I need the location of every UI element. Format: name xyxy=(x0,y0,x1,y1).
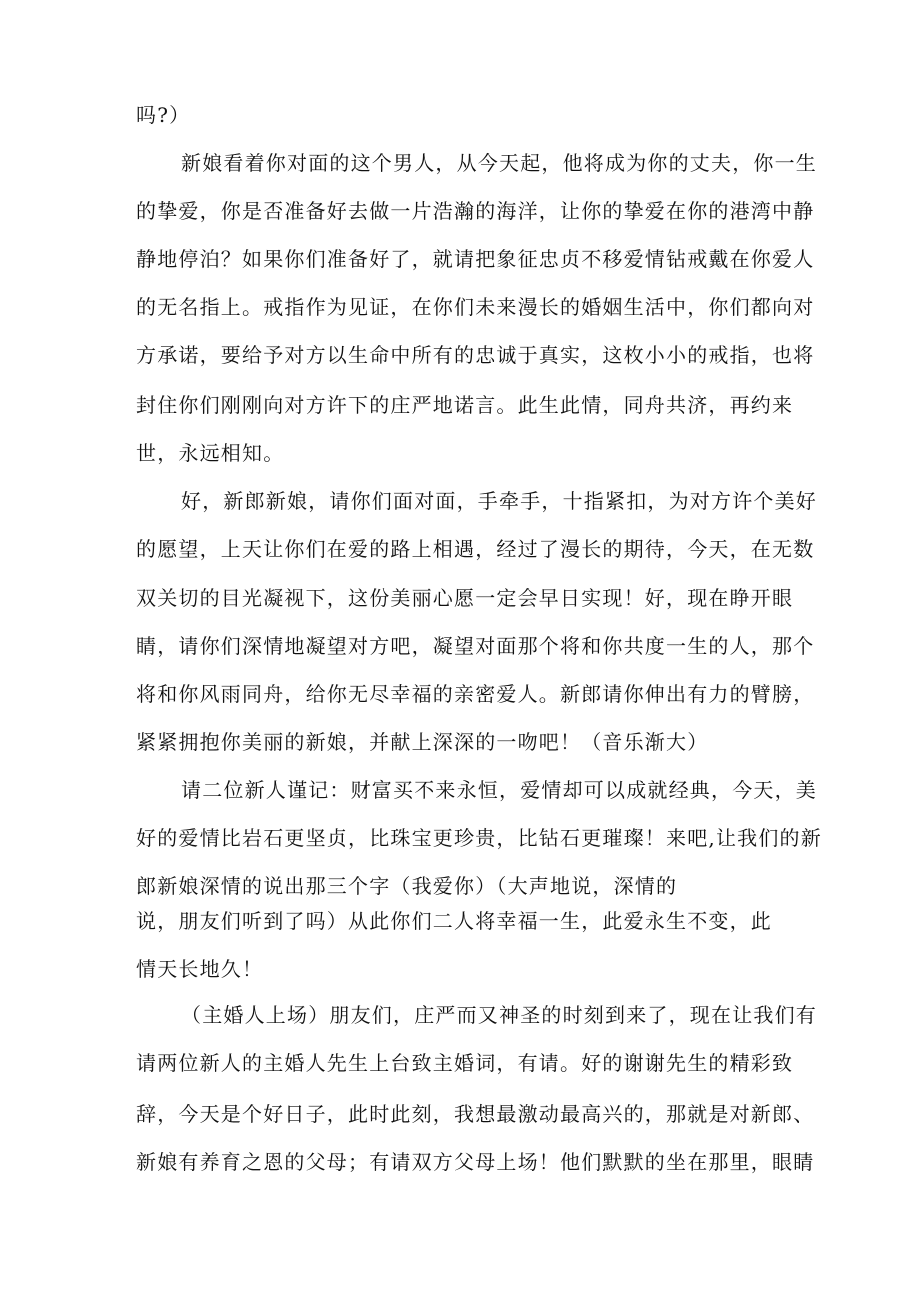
text-line: （主婚人上场）朋友们，庄严而又神圣的时刻到来了，现在让我们有 xyxy=(181,1003,817,1027)
text-line: 方承诺，要给予对方以生命中所有的忠诚于真实，这枚小小的戒指，也将 xyxy=(136,343,815,367)
text-line: 将和你风雨同舟，给你无尽幸福的亲密爱人。新郎请你伸出有力的臂膀， xyxy=(136,682,815,706)
text-line: 紧紧拥抱你美丽的新娘，并献上深深的一吻吧！（音乐渐大） xyxy=(136,730,709,754)
text-line: 请二位新人谨记：财富买不来永恒，爱情却可以成就经典，今天，美 xyxy=(181,778,817,802)
text-line: 好的爱情比岩石更坚贞，比珠宝更珍贵，比钻石更璀璨！来吧,让我们的新 xyxy=(136,826,822,850)
text-line: 新娘看着你对面的这个男人，从今天起，他将成为你的丈夫，你一生 xyxy=(181,151,817,175)
text-line: 封住你们刚刚向对方许下的庄严地诺言。此生此情，同舟共济，再约来 xyxy=(136,393,794,417)
text-line: 睛，请你们深情地凝望对方吧，凝望对面那个将和你共度一生的人，那个 xyxy=(136,634,815,658)
text-line: 说，朋友们听到了吗）从此你们二人将幸福一生，此爱永生不变，此 xyxy=(136,909,772,933)
text-line: 新娘有养育之恩的父母；有请双方父母上场！他们默默的坐在那里，眼睛 xyxy=(136,1150,815,1174)
text-line: 情天长地久！ xyxy=(136,957,264,981)
text-line: 的无名指上。戒指作为见证，在你们未来漫长的婚姻生活中，你们都向对 xyxy=(136,295,815,319)
text-line: 吗?） xyxy=(136,103,191,127)
text-line: 双关切的目光凝视下，这份美丽心愿一定会早日实现！好，现在睁开眼 xyxy=(136,586,794,610)
text-line: 的愿望，上天让你们在爱的路上相遇，经过了漫长的期待，今天，在无数 xyxy=(136,537,815,561)
text-line: 好，新郎新娘，请你们面对面，手牵手，十指紧扣，为对方许个美好 xyxy=(181,489,817,513)
text-line: 静地停泊？如果你们准备好了，就请把象征忠贞不移爱情钻戒戴在你爱人 xyxy=(136,247,815,271)
text-line: 郎新娘深情的说出那三个字（我爱你）（大声地说，深情的 xyxy=(136,874,678,898)
text-line: 请两位新人的主婚人先生上台致主婚词，有请。好的谢谢先生的精彩致 xyxy=(136,1051,794,1075)
text-line: 辞，今天是个好日子，此时此刻，我想最激动最高兴的，那就是对新郎、 xyxy=(136,1102,815,1126)
text-line: 的挚爱，你是否准备好去做一片浩瀚的海洋，让你的挚爱在你的港湾中静 xyxy=(136,199,815,223)
text-line: 世，永远相知。 xyxy=(136,441,285,465)
